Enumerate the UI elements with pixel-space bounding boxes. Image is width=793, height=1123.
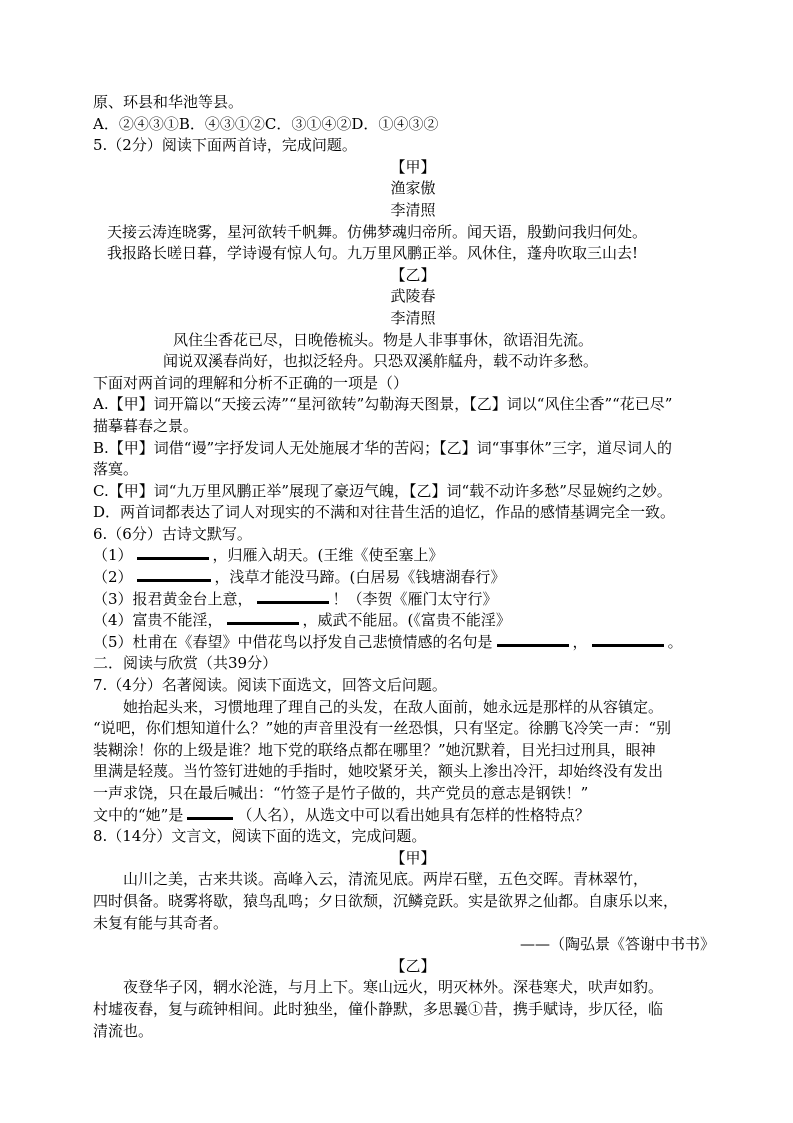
- option-b-line-2: 落寞。: [93, 460, 139, 479]
- poem-a-line-1: 天接云涛连晓雾，星河欲转千帆舞。仿佛梦魂归帝所。闻天语，殷勤问我归何处。: [107, 222, 648, 241]
- question-7-prompt-start: 文中的“她”是: [93, 805, 184, 824]
- dictation-item-1: [93, 545, 733, 567]
- dictation-3-text: （3）报君黄金台上意，: [93, 589, 253, 608]
- question-5-prompt: 下面对两首词的理解和分析不正确的一项是（）: [93, 373, 409, 392]
- poem-a-marker: 【甲】: [390, 157, 436, 176]
- answer-blank: [592, 632, 664, 647]
- dictation-5-period: 。: [667, 632, 683, 651]
- document-page: [93, 92, 733, 1042]
- answer-blank: [187, 805, 233, 820]
- answer-options: A．②④③①B．④③①②C．③①④②D．①④③②: [93, 114, 439, 133]
- dictation-4-source: ，威武不能屈。(《富贵不能淫》: [302, 611, 511, 630]
- answer-blank: [227, 610, 299, 625]
- answer-blank: [257, 589, 329, 604]
- dictation-1-number: （1）: [93, 546, 133, 565]
- dictation-5-text: （5）杜甫在《春望》中借花鸟以抒发自己悲愤情感的名句是: [93, 632, 493, 651]
- passage-a-line-2: 四时俱备。晓雾将歇，猿鸟乱鸣；夕日欲颓，沉鳞竞跃。实是欲界之仙都。自康乐以来，: [93, 891, 679, 910]
- question-6-heading: 6.（6分）古诗文默写。: [93, 524, 252, 543]
- poem-a-title: 渔家傲: [390, 179, 436, 198]
- dictation-2-text: ，浅草才能没马蹄。(白居易《钱塘湖春行》: [214, 568, 506, 587]
- dictation-3-source: ！（李贺《雁门太守行》: [332, 589, 498, 608]
- passage-a-line-1: 山川之美，古来共谈。高峰入云，清流见底。两岸石壁，五色交晖。青林翠竹，: [123, 870, 649, 889]
- passage-7-line-3: 装糊涂！你的上级是谁？地下党的联络点都在哪里？”她沉默着，目光扫过刑具，眼神: [93, 740, 656, 759]
- option-d: D．两首词都表达了词人对现实的不满和对往昔生活的追忆，作品的感情基调完全一致。: [93, 503, 676, 522]
- poem-a-author: 李清照: [390, 200, 436, 219]
- answer-blank: [137, 567, 211, 582]
- option-c: C.【甲】词“九万里风鹏正举”展现了豪迈气魄，【乙】词“载不动许多愁”尽显婉约之妙。: [93, 481, 672, 500]
- dictation-item-2: [93, 567, 733, 589]
- poem-b-line-2: 闻说双溪春尚好，也拟泛轻舟。只恐双溪舴艋舟，载不动许多愁。: [163, 352, 599, 371]
- dictation-5-comma: ，: [572, 632, 588, 651]
- poem-a-line-2: 我报路长嗟日暮，学诗谩有惊人句。九万里风鹏正举。风休住，蓬舟吹取三山去!: [107, 244, 639, 263]
- question-7-prompt: [93, 805, 733, 827]
- question-7-prompt-end: （人名），从选文中可以看出她具有怎样的性格特点？: [237, 805, 590, 824]
- passage-b-line-1: 夜登华子冈，辋水沦涟，与月上下。寒山远火，明灭林外。深巷寒犬，吠声如豹。: [123, 978, 664, 997]
- passage-b-line-2: 村墟夜舂，复与疏钟相间。此时独坐，僮仆静默，多思曩①昔，携手赋诗，步仄径，临: [93, 999, 664, 1018]
- dictation-item-5: [93, 632, 733, 654]
- option-a-line-2: 描摹暮春之景。: [93, 416, 199, 435]
- passage-a-marker: 【甲】: [390, 848, 436, 867]
- section-2-heading: 二．阅读与欣赏（共39分）: [93, 654, 278, 673]
- passage-a-line-3: 未复有能与其奇者。: [93, 913, 229, 932]
- dictation-item-3: [93, 589, 733, 611]
- passage-b-marker: 【乙】: [390, 956, 436, 975]
- option-b-line-1: B.【甲】词借“谩”字抒发词人无处施展才华的苦闷；【乙】词“事事休”三字，道尽词人的: [93, 438, 672, 457]
- passage-7-line-4: 里满是轻蔑。当竹签钉进她的手指时，她咬紧牙关，额头上渗出冷汗，却始终没有发出: [93, 762, 664, 781]
- question-8-heading: 8.（14分）文言文，阅读下面的选文，完成问题。: [93, 827, 427, 846]
- poem-b-author: 李清照: [390, 308, 436, 327]
- text-line: 原、环县和华池等县。: [93, 93, 244, 111]
- poem-b-marker: 【乙】: [390, 265, 436, 284]
- dictation-2-number: （2）: [93, 568, 133, 587]
- passage-a-source: ——（陶弘景《答谢中书书》: [519, 935, 715, 954]
- answer-blank: [137, 545, 209, 560]
- dictation-item-4: [93, 610, 733, 632]
- dictation-1-text: ，归雁入胡天。(王维《使至塞上》: [212, 546, 444, 565]
- passage-7-line-1: 她抬起头来，习惯地理了理自己的头发，在敌人面前，她永远是那样的从容镇定。: [123, 697, 664, 716]
- poem-b-title: 武陵春: [390, 287, 436, 306]
- answer-blank: [497, 632, 569, 647]
- poem-b-line-1: 风住尘香花已尽，日晚倦梳头。物是人非事事休，欲语泪先流。: [173, 330, 594, 349]
- passage-b-line-3: 清流也。: [93, 1021, 154, 1040]
- option-a-line-1: A.【甲】词开篇以“天接云涛”“星河欲转”勾勒海天图景，【乙】词以“风住尘香”“花已尽”: [93, 395, 673, 414]
- dictation-4-text: （4）富贵不能淫，: [93, 611, 223, 630]
- question-7-heading: 7.（4分）名著阅读。阅读下面选文，回答文后问题。: [93, 676, 447, 695]
- passage-7-line-2: “说吧，你们想知道什么？”她的声音里没有一丝恐惧，只有坚定。徐鹏飞冷笑一声：“别: [93, 719, 672, 738]
- question-5-heading: 5.（2分）阅读下面两首诗，完成问题。: [93, 136, 357, 155]
- passage-7-line-5: 一声求饶，只在最后喊出：“竹签子是竹子做的，共产党员的意志是钢铁！”: [93, 784, 589, 802]
